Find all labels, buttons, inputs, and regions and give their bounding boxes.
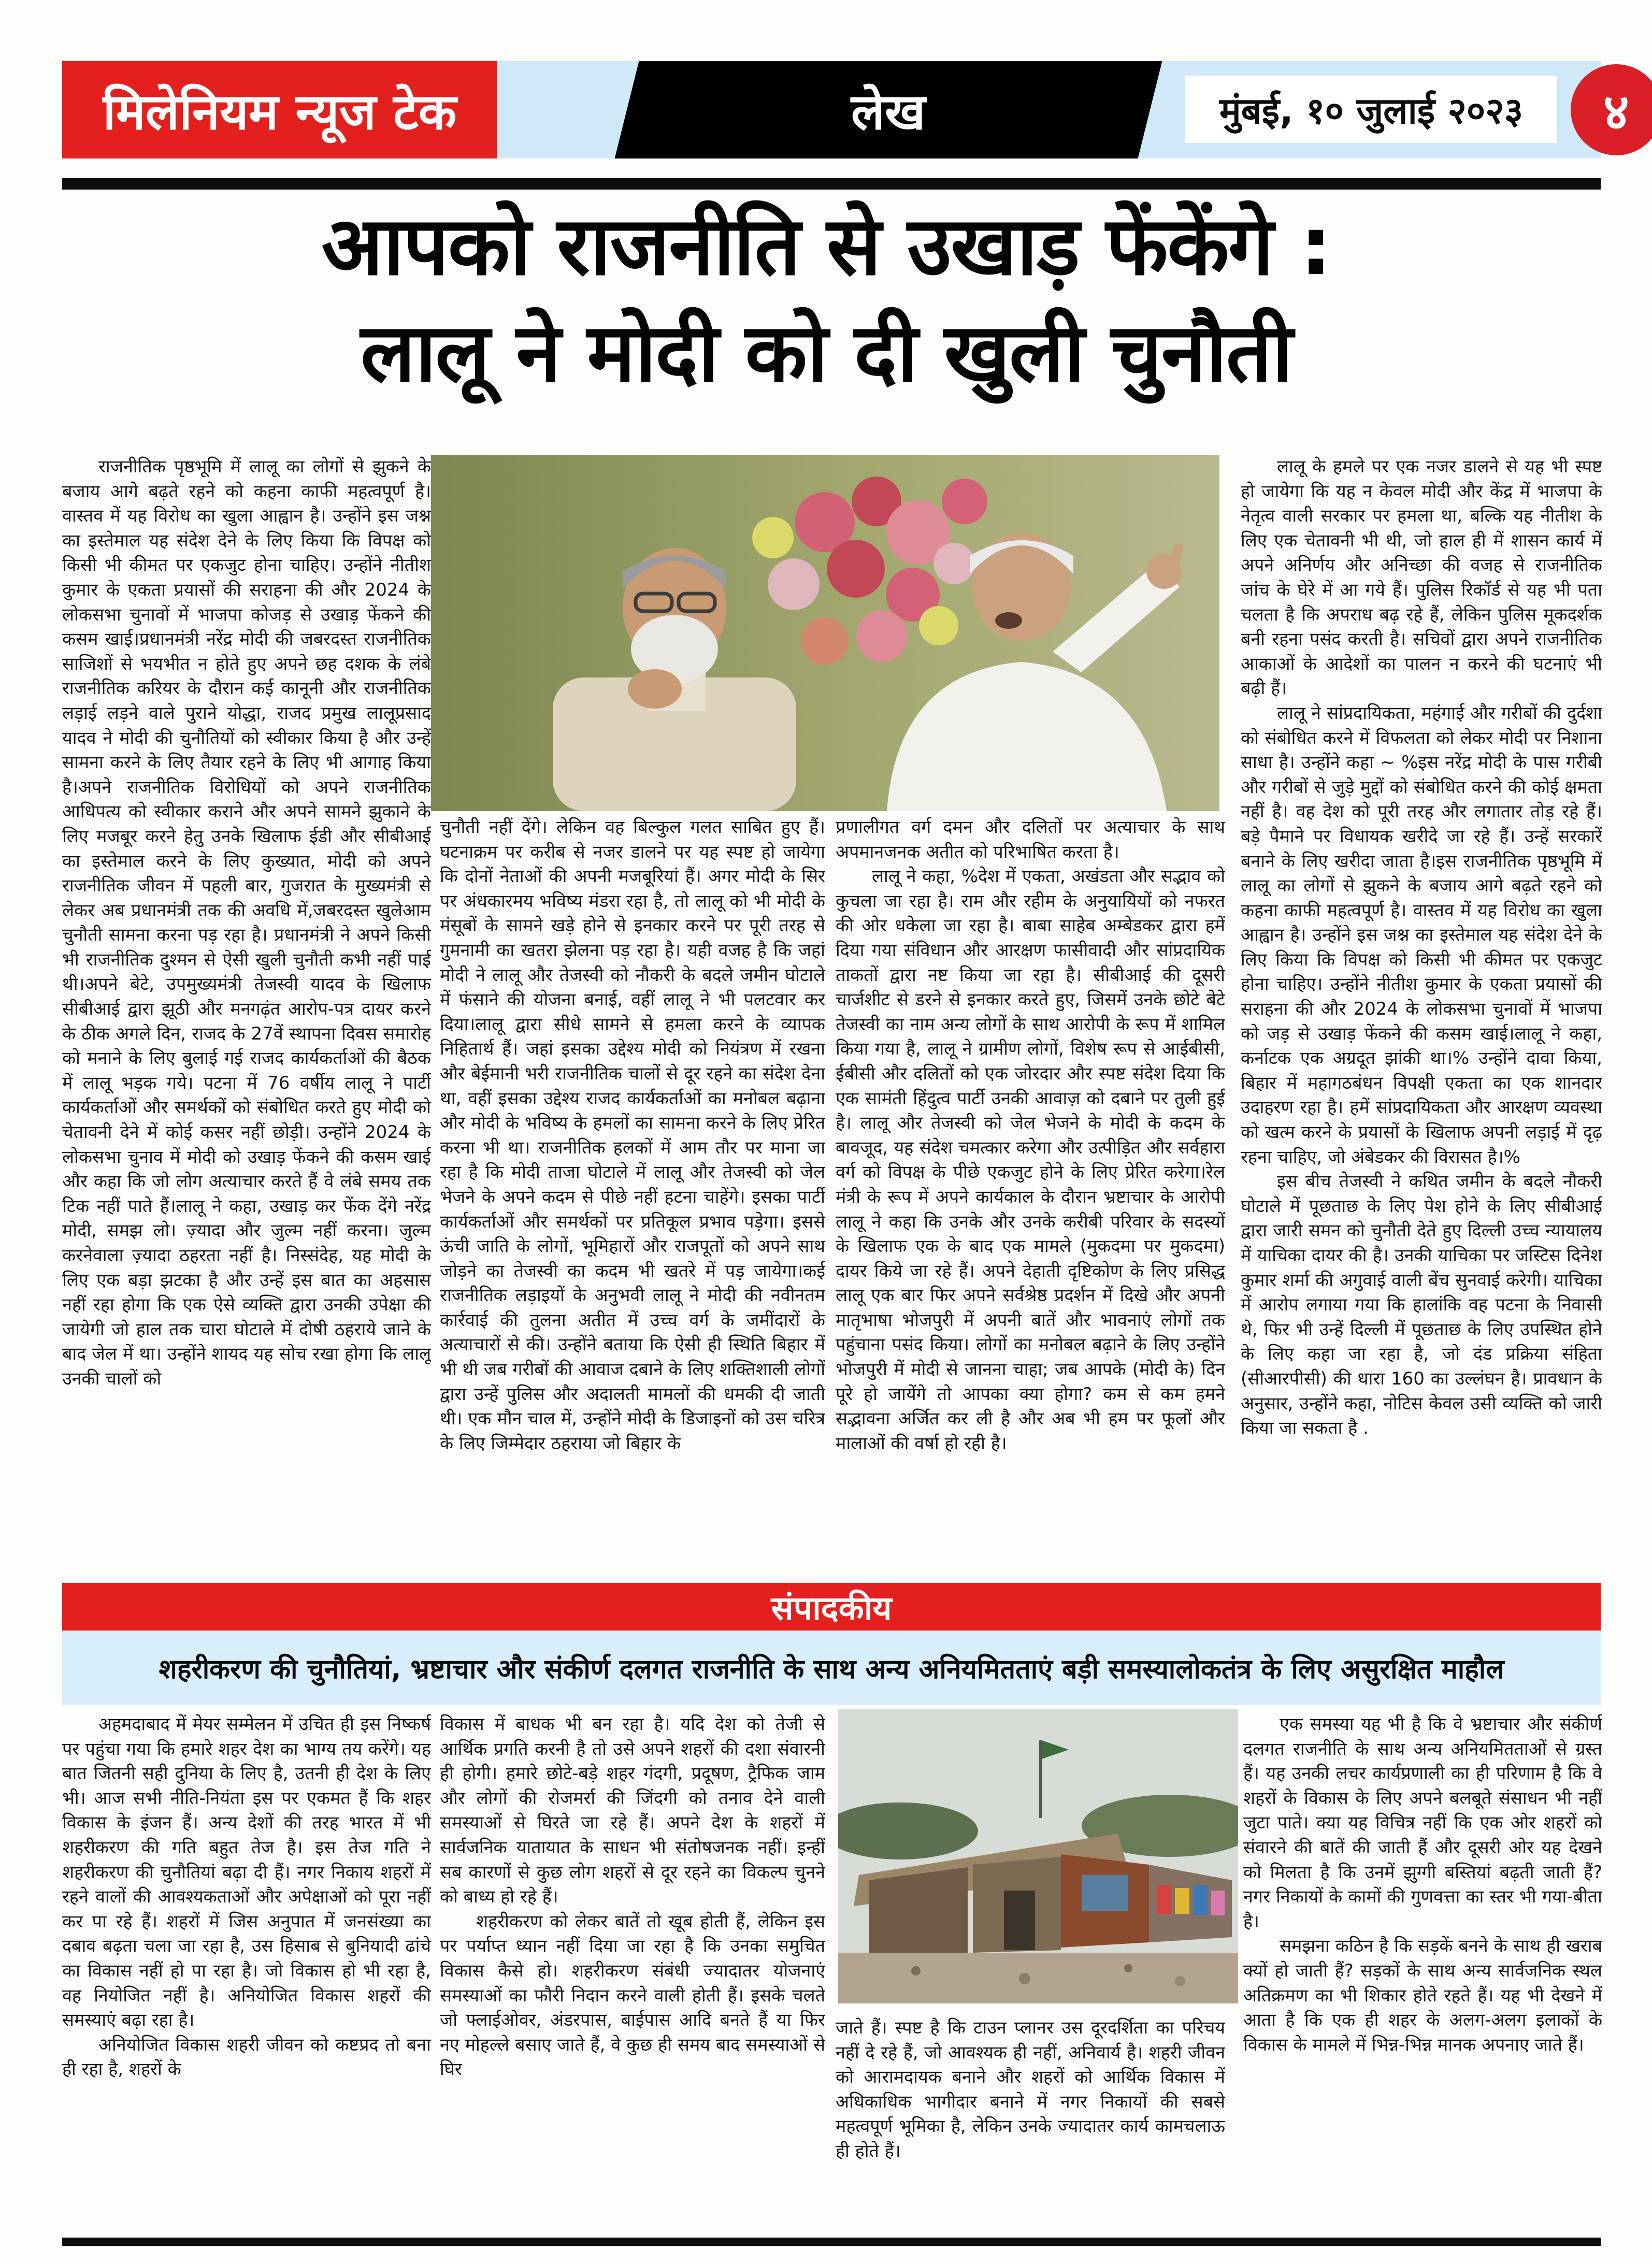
lead-headline-line1: आपको राजनीति से उखाड़ फेंकेंगे : [321, 199, 1331, 293]
lead-column-4 [1241, 455, 1602, 1580]
lead-paragraph: इस बीच तेजस्वी ने कथित जमीन के बदले नौकरी घोटाले में पूछताछ के लिए पेश होने के लिए सीबीआई द्वारा जारी समन को चुनौती देते हुए दिल्ली उच्च न्यायालय में याचिका दायर की है। उनकी याचिका पर जस्टिस दिनेश कुमार शर्मा की अगुवाई वाली बेंच सुनवाई करेगी। याचिका में आरोप लगाया गया कि हालांकि वह पटना के निवासी थे, फिर भी उन्हें दिल्ली में पूछताछ के लिए उपस्थित होने के लिए कहा जा रहा है, जो दंड प्रक्रिया संहिता (सीआरपीसी) की धारा 160 का उल्लंघन है। प्रावधान के अनुसार, उन्होंने कहा, नोटिस केवल उसी व्यक्ति को जारी किया जा सकता है . [1241, 1171, 1602, 1439]
lead-column-2 [440, 815, 825, 1581]
editorial-column-1 [62, 1712, 431, 2236]
editorial-column-3 [836, 2016, 1225, 2236]
editorial-paragraph: अहमदाबाद में मेयर सम्मेलन में उचित ही इस निष्कर्ष पर पहुंचा गया कि हमारे शहर देश का भाग्य तय करेंगे। यह बात जितनी सही दुनिया के लिए है, उतनी ही देश के लिए भी। आज सभी नीति-नियंता इस पर एकमत हैं कि शहर विकास के इंजन हैं। अन्य देशों की तरह भारत में भी शहरीकरण की गति बहुत तेज है। इस तेज गति ने शहरीकरण की चुनौतियां बढ़ा दी हैं। नगर निकाय शहरों में रहने वालों की आवश्यकताओं और अपेक्षाओं को पूरा नहीं कर पा रहे हैं। शहरों में जिस अनुपात में जनसंख्या का दबाव बढ़ता चला जा रहा है, उस हिसाब से बुनियादी ढांचे का विकास नहीं हो पा रहा है। जो विकास हो भी रहा है, वह नियोजित नहीं है। अनियोजित विकास शहरों की समस्याएं बढ़ा रहा है। [62, 1714, 431, 2031]
editorial-paragraph: शहरीकरण को लेकर बातें तो खूब होती हैं, लेकिन इस पर पर्याप्त ध्यान नहीं दिया जा रहा है कि उनका समुचित विकास कैसे हो। शहरीकरण संबंधी ज्यादातर योजनाएं समस्याओं का फौरी निदान करने वाली होती हैं। इसके चलते जो फ्लाईओवर, अंडरपास, बाईपास आदि बनते हैं या फिर नए मोहल्ले बसाए जाते हैं, वे कुछ ही समय बाद समस्याओं से घिर [440, 1911, 825, 2080]
slum-settlement-photo [838, 1709, 1238, 2003]
date-box [1185, 76, 1557, 143]
editorial-paragraph: एक समस्या यह भी है कि वे भ्रष्टाचार और संकीर्ण दलगत राजनीति के साथ अन्य अनियमितताओं से ग्रस्त हैं। यह उनकी लचर कार्यप्रणाली का ही परिणाम है कि वे शहरों के विकास के लिए अपने बलबूते संसाधन भी नहीं जुटा पाते। क्या यह विचित्र नहीं कि एक ओर शहरों को संवारने की बातें की जाती हैं और दूसरी ओर यह देखने को मिलता है कि उनमें झुग्गी बस्तियां बढ़ती जाती हैं? नगर निकायों के कामों की गुणवत्ता का स्तर भी गया-बीता है। [1243, 1714, 1602, 1932]
editorial-paragraph: अनियोजित विकास शहरी जीवन को कष्टप्रद तो बना ही रहा है, शहरों के [62, 2034, 431, 2080]
lead-paragraph: चुनौती नहीं देंगे। लेकिन वह बिल्कुल गलत साबित हुए हैं।घटनाक्रम पर करीब से नजर डालने पर यह स्पष्ट हो जायेगा कि दोनों नेताओं की अपनी मजबूरियां हैं। अगर मोदी के सिर पर अंधकारमय भविष्य मंडरा रहा है, तो लालू को भी मोदी के मंसूबों के सामने खड़े होने से इनकार करने पर पूरी तरह से गुमनामी का खतरा झेलना पड़ रहा है। यही वजह है कि जहां मोदी ने लालू और तेजस्वी को नौकरी के बदले जमीन घोटाले में फंसाने की योजना बनाई, वहीं लालू ने भी पलटवार कर दिया।लालू द्वारा सीधे सामने से हमला करने के व्यापक निहितार्थ हैं। जहां इसका उद्देश्य मोदी को नियंत्रण में रखना और बेईमानी भरी राजनीतिक चालों से दूर रहने का संदेश देना था, वहीं इसका उद्देश्य राजद कार्यकर्ताओं का मनोबल बढ़ाना और मोदी के भविष्य के हमलों का सामना करने के लिए प्रेरित करना भी था। राजनीतिक हलकों में आम तौर पर माना जा रहा है कि मोदी ताजा घोटाले में लालू और तेजस्वी को जेल भेजने के अपने कदम से पीछे नहीं हटना चाहेंगे। इसका पार्टी कार्यकर्ताओं और समर्थकों पर प्रतिकूल प्रभाव पड़ेगा। इससे ऊंची जाति के लोगों, भूमिहारों और राजपूतों को अपने साथ जोड़ने का तेजस्वी का कदम भी खतरे में पड़ जायेगा।कई राजनीतिक लड़ाइयों के अनुभवी लालू ने मोदी की नवीनतम कार्रवाई की तुलना अतीत में उच्च वर्ग के जमींदारों के अत्याचारों से की। उन्होंने बताया कि ऐसी ही स्थिति बिहार में भी थी जब गरीबों की आवाज दबाने के लिए शक्तिशाली लोगों द्वारा उन्हें पुलिस और अदालती मामलों की धमकी दी जाती थी। एक मौन चाल में, उन्होंने मोदी के डिजाइनों को उस चरित्र के लिए जिम्मेदार ठहराया जो बिहार के [440, 817, 825, 1454]
page-number: ४ [1603, 82, 1629, 141]
editorial-column-4 [1243, 1712, 1602, 2236]
lead-headline [73, 193, 1580, 406]
editorial-banner [62, 1583, 1601, 1631]
editorial-paragraph: विकास में बाधक भी बन रहा है। यदि देश को तेजी से आर्थिक प्रगति करनी है तो उसे अपने शहरों की दशा संवारनी ही होगी। हमारे छोटे-बड़े शहर गंदगी, प्रदूषण, ट्रैफिक जाम और लोगों की रोजमर्रा की जिंदगी को तनाव देने वाली समस्याओं से घिरते जा रहे हैं। अपने देश के शहरों में सार्वजनिक यातायात के साधन भी संतोषजनक नहीं। इन्हीं सब कारणों से कुछ लोग शहरों से दूर रहने का विकल्प चुनने को बाध्य हो रहे हैं। [440, 1714, 825, 1908]
modi-lalu-rally-photo [431, 455, 1219, 811]
masthead-rule [62, 178, 1601, 190]
lead-headline-line2: लालू ने मोदी को दी खुली चुनौती [361, 306, 1292, 400]
editorial-subheadline-strip [62, 1631, 1601, 1705]
editorial-paragraph: जाते हैं। स्पष्ट है कि टाउन प्लानर उस दूरदर्शिता का परिचय नहीं दे रहे हैं, जो आवश्यक ही नहीं, अनिवार्य है। शहरी जीवन को आरामदायक बनाने और शहरों को आर्थिक विकास में अधिकाधिक भागीदार बनाने में नगर निकायों की सबसे महत्वपूर्ण भूमिका है, लेकिन उनके ज्यादातर कार्य कामचलाऊ ही होते हैं। [836, 2017, 1225, 2161]
lead-paragraph: लालू ने कहा, %देश में एकता, अखंडता और सद्भाव को कुचला जा रहा है। राम और रहीम के अनुयायियों को नफरत की ओर धकेला जा रहा है। बाबा साहेब अम्बेडकर द्वारा हमें दिया गया संविधान और आरक्षण फासीवादी और सांप्रदायिक ताकतों द्वारा नष्ट किया जा रहा है। सीबीआई की दूसरी चार्जशीट से डरने से इनकार करते हुए, जिसमें उनके छोटे बेटे तेजस्वी का नाम अन्य लोगों के साथ आरोपी के रूप में शामिल किया गया है, लालू ने ग्रामीण लोगों, विशेष रूप से आईबीसी, ईबीसी और दलितों को एक जोरदार और स्पष्ट संदेश दिया कि एक सामंती हिंदुत्व पार्टी उनकी आवाज़ को दबाने पर तुली हुई है। लालू और तेजस्वी को जेल भेजने के मोदी के कदम के बावजूद, यह संदेश चमत्कार करेगा और उत्पीड़ित और सर्वहारा वर्ग को विपक्ष के पीछे एकजुट होने के लिए प्रेरित करेगा।रेल मंत्री के रूप में अपने कार्यकाल के दौरान भ्रष्टाचार के आरोपी लालू ने कहा कि उनके और उनके करीबी परिवार के सदस्यों के खिलाफ एक के बाद एक मामले (मुकदमा पर मुकदमा) दायर किये जा रहे हैं। अपने देहाती दृष्टिकोण के लिए प्रसिद्ध लालू एक बार फिर अपने सर्वश्रेष्ठ प्रदर्शन में दिखे और अपनी मातृभाषा भोजपुरी में अपनी बातें और भावनाएं लोगों तक पहुंचाना पसंद किया। लोगों का मनोबल बढ़ाने के लिए उन्होंने भोजपुरी में मोदी से जानना चाहा; जब आपके (मोदी के) दिन पूरे हो जायेंगे तो आपका क्या होगा? कम से कम हमने सद्भावना अर्जित कर ली है और अब भी हम पर फूलों और मालाओं की वर्षा हो रही है। [836, 866, 1225, 1454]
paper-name: मिलेनियम न्यूज टेक [103, 82, 457, 141]
lead-paragraph: राजनीतिक पृष्ठभूमि में लालू का लोगों से झुकने के बजाय आगे बढ़ते रहने को कहना काफी महत्वपूर्ण है। वास्तव में यह विरोध का खुला आह्वान है। उन्होंने इस जश्न का इस्तेमाल यह संदेश देने के लिए किया कि विपक्ष को किसी भी कीमत पर एकजुट होना चाहिए। उन्होंने नीतीश कुमार के एकता प्रयासों की सराहना की और 2024 के लोकसभा चुनावों में भाजपा कोजड़ से उखाड़ फेंकने की कसम खाई।प्रधानमंत्री नरेंद्र मोदी की जबरदस्त राजनीतिक साजिशों से भयभीत न होते हुए अपने छह दशक के लंबे राजनीतिक करियर के दौरान कई कानूनी और राजनीतिक लड़ाई लड़ने वाले पुराने योद्धा, राजद प्रमुख लालूप्रसाद यादव ने मोदी की चुनौतियों को स्वीकार किया है और उन्हें सामना करने के लिए तैयार रहने के लिए भी आगाह किया है।अपने राजनीतिक विरोधियों को अपने राजनीतिक आधिपत्य को स्वीकार कराने और अपने सामने झुकाने के लिए मजबूर करने हेतु उनके खिलाफ ईडी और सीबीआई का इस्तेमाल करने के लिए कुख्यात, मोदी को अपने राजनीतिक जीवन में पहली बार, गुजरात के मुख्यमंत्री से लेकर अब प्रधानमंत्री तक की अवधि में,जबरदस्त खुलेआम चुनौती सामना करना पड़ रहा है। प्रधानमंत्री ने अपने किसी भी राजनीतिक दुश्मन से ऐसी खुली चुनौती कभी नहीं पाई थी।अपने बेटे, उपमुख्यमंत्री तेजस्वी यादव के खिलाफ सीबीआई द्वारा झूठी और मनगढ़ंत आरोप-पत्र दायर करने के ठीक अगले दिन, राजद के 27वें स्थापना दिवस समारोह को मनाने के लिए बुलाई गई राजद कार्यकर्ताओं की बैठक में लालू भड़क गये। पटना में 76 वर्षीय लालू ने पार्टी कार्यकर्ताओं और समर्थकों को संबोधित करते हुए मोदी को चेतावनी देने में कोई कसर नहीं छोड़ी। उन्होंने 2024 के लोकसभा चुनाव में मोदी को उखाड़ फेंकने की कसम खाई और कहा कि जो लोग अत्याचार करते हैं वे लंबे समय तक टिक नहीं पाते हैं।लालू ने कहा, उखाड़ कर फेंक देंगे नरेंद्र मोदी, समझ लो। ज़्यादा और जुल्म नहीं करना। जुल्म करनेवाला ज़्यादा ठहरता नहीं है। निस्संदेह, यह मोदी के लिए एक बड़ा झटका है और उन्हें इस बात का अहसास नहीं रहा होगा कि एक ऐसे व्यक्ति द्वारा उनकी उपेक्षा की जायेगी जो हाल तक चारा घोटाले में दोषी ठहराये जाने के बाद जेल में था। उन्होंने शायद यह सोच रखा होगा कि लालू उनकी चालों को [62, 456, 431, 1389]
lead-paragraph: लालू ने सांप्रदायिकता, महंगाई और गरीबों की दुर्दशा को संबोधित करने में विफलता को लेकर मोदी पर निशाना साधा है। उन्होंने कहा ~ %इस नरेंद्र मोदी के पास गरीबी और गरीबों से जुड़े मुद्दों को संबोधित करने की कोई क्षमता नहीं है। वह देश को पूरी तरह और लगातार तोड़ रहे हैं। बड़े पैमाने पर विधायक खरीदे जा रहे हैं। उन्हें सरकारें बनाने के लिए खरीदा जाता है।इस राजनीतिक पृष्ठभूमि में लालू का लोगों से झुकने के बजाय आगे बढ़ते रहने को कहना काफी महत्वपूर्ण है। वास्तव में यह विरोध का खुला आह्वान है। उन्होंने इस जश्न का इस्तेमाल यह संदेश देने के लिए किया कि विपक्ष को किसी भी कीमत पर एकजुट होना चाहिए। उन्होंने नीतीश कुमार के एकता प्रयासों की सराहना की और 2024 के लोकसभा चुनावों में भाजपा को जड़ से उखाड़ फेंकने की कसम खाई।लालू ने कहा, कर्नाटक एक अग्रदूत झांकी था।% उन्होंने दावा किया, बिहार में महागठबंधन विपक्षी एकता का एक शानदार उदाहरण रहा है। हमें सांप्रदायिकता और आरक्षण व्यवस्था को खत्म करने के प्रयासों के खिलाफ अपनी लड़ाई में दृढ़ रहना चाहिए, जो अंबेडकर की विरासत है।% [1241, 702, 1602, 1167]
lead-paragraph: लालू के हमले पर एक नजर डालने से यह भी स्पष्ट हो जायेगा कि यह न केवल मोदी और केंद्र में भाजपा के नेतृत्व वाली सरकार पर हमला था, बल्कि यह नीतीश के लिए एक चेतावनी भी थी, जो हाल ही में शासन कार्य में अपने अनिर्णय और अनिच्छा की वजह से राजनीतिक जांच के घेरे में आ गये हैं। पुलिस रिकॉर्ड से यह भी पता चलता है कि अपराध बढ़ रहे हैं, लेकिन पुलिस मूकदर्शक बनी रहना पसंद करती है। सचिवों द्वारा अपने राजनीतिक आकाओं के आदेशों का पालन न करने की घटनाएं भी बढ़ी हैं। [1241, 456, 1602, 699]
editorial-banner-label: संपादकीय [771, 1589, 892, 1628]
paper-logo [62, 61, 497, 158]
lead-paragraph: प्रणालीगत वर्ग दमन और दलितों पर अत्याचार के साथ अपमानजनक अतीत को परिभाषित करता है। [836, 817, 1225, 862]
editorial-column-2 [440, 1712, 825, 2236]
bottom-rule [62, 2238, 1601, 2246]
section-label: लेख [851, 82, 926, 141]
date-line: मुंबई, १० जुलाई २०२३ [1219, 90, 1524, 132]
editorial-subheadline: शहरीकरण की चुनौतियां, भ्रष्टाचार और संकीर्ण दलगत राजनीति के साथ अन्य अनियमितताएं बड़ी समस्यालोकतंत्र के लिए असुरक्षित माहौल [159, 1653, 1504, 1685]
section-ribbon [615, 61, 1162, 158]
lead-column-1 [62, 455, 431, 1580]
masthead [62, 61, 1629, 158]
editorial-paragraph: समझना कठिन है कि सड़कें बनने के साथ ही खराब क्यों हो जाती हैं? सड़कों के साथ अन्य सार्वजनिक स्थल अतिक्रमण का भी शिकार होते रहते हैं। यह भी देखने में आता है कि एक ही शहर के अलग-अलग इलाकों के विकास के मामले में भिन्न-भिन्न मानक अपनाए जाते हैं। [1243, 1936, 1602, 2055]
lead-column-3 [836, 815, 1225, 1581]
